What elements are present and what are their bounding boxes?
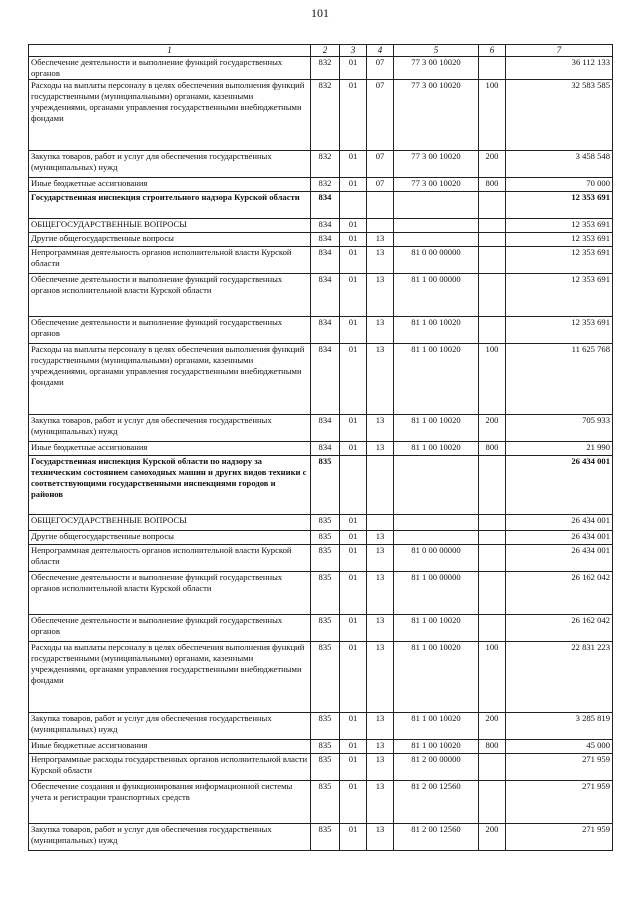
ministry-code-cell: 832 [311,80,340,151]
target-article-cell: 81 1 00 10020 [394,317,479,344]
amount-cell: 271 959 [506,824,613,851]
section-code-cell [340,456,367,515]
target-article-cell: 81 1 00 10020 [394,615,479,642]
section-code-cell: 01 [340,57,367,80]
subsection-code-cell: 07 [367,151,394,178]
section-code-cell: 01 [340,151,367,178]
ministry-code-cell: 834 [311,442,340,456]
section-code-cell: 01 [340,713,367,740]
expense-type-cell: 100 [479,80,506,151]
expense-name-cell: Обеспечение деятельности и выполнение функций государственных органов [29,317,311,344]
expense-type-cell [479,274,506,317]
table-row [29,192,613,219]
amount-cell: 3 285 819 [506,713,613,740]
ministry-code-cell: 832 [311,57,340,80]
target-article-cell [394,192,479,219]
target-article-cell: 81 2 00 00000 [394,754,479,781]
section-code-cell: 01 [340,178,367,192]
ministry-code-cell: 835 [311,545,340,572]
ministry-code-cell: 832 [311,151,340,178]
table-row [29,233,613,247]
ministry-code-cell: 834 [311,233,340,247]
subsection-code-cell: 13 [367,274,394,317]
expense-name-cell: Расходы на выплаты персоналу в целях обеспечения выполнения функций государственными (муниципальными) органами, казенными учреждениями, органами управления государственными внебюджетными фондами [29,344,311,415]
amount-cell: 271 959 [506,754,613,781]
section-code-cell: 01 [340,233,367,247]
amount-cell: 26 162 042 [506,615,613,642]
column-number: 3 [340,45,367,57]
subsection-code-cell: 13 [367,642,394,713]
amount-cell: 271 959 [506,781,613,824]
target-article-cell: 81 2 00 12560 [394,781,479,824]
column-number: 6 [479,45,506,57]
table-row [29,515,613,531]
section-code-cell: 01 [340,642,367,713]
target-article-cell [394,219,479,233]
amount-cell: 26 434 001 [506,545,613,572]
subsection-code-cell: 07 [367,57,394,80]
section-code-cell: 01 [340,80,367,151]
target-article-cell: 81 1 00 10020 [394,642,479,713]
amount-cell: 11 625 768 [506,344,613,415]
target-article-cell: 81 1 00 00000 [394,274,479,317]
table-row [29,572,613,615]
expense-name-cell: Другие общегосударственные вопросы [29,233,311,247]
expense-name-cell: Непрограммная деятельность органов исполнительной власти Курской области [29,545,311,572]
expense-type-cell [479,615,506,642]
expense-name-cell: Расходы на выплаты персоналу в целях обеспечения выполнения функций государственными (муниципальными) органами, казенными учреждениями, органами управления государственными внебюджетными фондами [29,642,311,713]
target-article-cell: 81 0 00 00000 [394,545,479,572]
expense-type-cell [479,545,506,572]
expense-name-cell: Иные бюджетные ассигнования [29,740,311,754]
section-code-cell: 01 [340,824,367,851]
expense-name-cell: Обеспечение деятельности и выполнение функций государственных органов исполнительной власти Курской области [29,274,311,317]
ministry-code-cell: 835 [311,572,340,615]
table-row [29,754,613,781]
expense-name-cell: Закупка товаров, работ и услуг для обеспечения государственных (муниципальных) нужд [29,824,311,851]
amount-cell: 22 831 223 [506,642,613,713]
subsection-code-cell [367,192,394,219]
amount-cell: 12 353 691 [506,247,613,274]
section-code-cell: 01 [340,247,367,274]
amount-cell: 3 458 548 [506,151,613,178]
target-article-cell: 77 3 00 10020 [394,178,479,192]
table-row [29,178,613,192]
section-code-cell: 01 [340,317,367,344]
subsection-code-cell: 13 [367,344,394,415]
expense-type-cell: 200 [479,713,506,740]
table-row [29,713,613,740]
ministry-code-cell: 834 [311,247,340,274]
ministry-code-cell: 834 [311,317,340,344]
expense-name-cell: Непрограммная деятельность органов исполнительной власти Курской области [29,247,311,274]
column-number: 4 [367,45,394,57]
section-code-cell: 01 [340,531,367,545]
subsection-code-cell: 07 [367,80,394,151]
subsection-code-cell: 13 [367,233,394,247]
expense-type-cell: 100 [479,642,506,713]
target-article-cell: 81 1 00 10020 [394,713,479,740]
expense-type-cell: 200 [479,151,506,178]
expense-type-cell [479,781,506,824]
amount-cell: 12 353 691 [506,192,613,219]
expense-name-cell: Государственная инспекция строительного надзора Курской области [29,192,311,219]
expense-name-cell: ОБЩЕГОСУДАРСТВЕННЫЕ ВОПРОСЫ [29,515,311,531]
amount-cell: 36 112 133 [506,57,613,80]
table-row [29,344,613,415]
expense-type-cell [479,317,506,344]
ministry-code-cell: 835 [311,456,340,515]
expense-type-cell [479,515,506,531]
column-number-row [29,45,613,57]
section-code-cell: 01 [340,442,367,456]
section-code-cell: 01 [340,754,367,781]
expense-type-cell: 800 [479,442,506,456]
target-article-cell: 81 1 00 10020 [394,344,479,415]
target-article-cell: 81 1 00 10020 [394,442,479,456]
expense-name-cell: Обеспечение деятельности и выполнение функций государственных органов [29,615,311,642]
subsection-code-cell: 13 [367,713,394,740]
expense-type-cell [479,531,506,545]
table-row [29,531,613,545]
amount-cell: 32 583 585 [506,80,613,151]
table-row [29,317,613,344]
section-code-cell: 01 [340,274,367,317]
ministry-code-cell: 835 [311,754,340,781]
section-code-cell: 01 [340,344,367,415]
ministry-code-cell: 834 [311,415,340,442]
expense-name-cell: Государственная инспекция Курской области по надзору за техническим состоянием самоходных машин и других видов техники с соответствующими государственными инспекциями городов и районов [29,456,311,515]
subsection-code-cell: 13 [367,572,394,615]
table-row [29,545,613,572]
amount-cell: 12 353 691 [506,317,613,344]
budget-table [28,44,613,851]
ministry-code-cell: 835 [311,515,340,531]
target-article-cell: 77 3 00 10020 [394,80,479,151]
subsection-code-cell: 07 [367,178,394,192]
table-row [29,151,613,178]
table-row [29,642,613,713]
expense-type-cell [479,456,506,515]
target-article-cell: 77 3 00 10020 [394,57,479,80]
expense-type-cell [479,572,506,615]
expense-type-cell [479,247,506,274]
ministry-code-cell: 835 [311,824,340,851]
section-code-cell: 01 [340,740,367,754]
section-code-cell [340,192,367,219]
amount-cell: 45 000 [506,740,613,754]
expense-name-cell: Закупка товаров, работ и услуг для обеспечения государственных (муниципальных) нужд [29,415,311,442]
subsection-code-cell: 13 [367,317,394,344]
table-row [29,274,613,317]
table-row [29,781,613,824]
subsection-code-cell: 13 [367,824,394,851]
table-row [29,615,613,642]
table-row [29,442,613,456]
target-article-cell [394,233,479,247]
ministry-code-cell: 832 [311,178,340,192]
amount-cell: 70 000 [506,178,613,192]
ministry-code-cell: 835 [311,781,340,824]
section-code-cell: 01 [340,545,367,572]
subsection-code-cell: 13 [367,754,394,781]
expense-type-cell [479,219,506,233]
expense-type-cell [479,754,506,781]
target-article-cell [394,531,479,545]
subsection-code-cell [367,456,394,515]
expense-name-cell: Непрограммные расходы государственных органов исполнительной власти Курской области [29,754,311,781]
column-number: 7 [506,45,613,57]
subsection-code-cell [367,219,394,233]
expense-name-cell: ОБЩЕГОСУДАРСТВЕННЫЕ ВОПРОСЫ [29,219,311,233]
subsection-code-cell: 13 [367,247,394,274]
target-article-cell: 77 3 00 10020 [394,151,479,178]
target-article-cell: 81 0 00 00000 [394,247,479,274]
ministry-code-cell: 834 [311,192,340,219]
ministry-code-cell: 834 [311,344,340,415]
expense-name-cell: Иные бюджетные ассигнования [29,178,311,192]
ministry-code-cell: 834 [311,219,340,233]
section-code-cell: 01 [340,781,367,824]
expense-name-cell: Другие общегосударственные вопросы [29,531,311,545]
subsection-code-cell [367,515,394,531]
ministry-code-cell: 835 [311,642,340,713]
page-number: 101 [311,6,329,20]
section-code-cell: 01 [340,615,367,642]
table-row [29,80,613,151]
target-article-cell [394,515,479,531]
section-code-cell: 01 [340,572,367,615]
ministry-code-cell: 835 [311,615,340,642]
expense-type-cell: 100 [479,344,506,415]
subsection-code-cell: 13 [367,740,394,754]
ministry-code-cell: 835 [311,740,340,754]
amount-cell: 21 990 [506,442,613,456]
table-row [29,740,613,754]
column-number: 2 [311,45,340,57]
expense-type-cell: 200 [479,415,506,442]
table-row [29,57,613,80]
subsection-code-cell: 13 [367,531,394,545]
section-code-cell: 01 [340,515,367,531]
subsection-code-cell: 13 [367,781,394,824]
amount-cell: 26 434 001 [506,515,613,531]
expense-type-cell: 200 [479,824,506,851]
table-body [29,57,613,851]
amount-cell: 705 933 [506,415,613,442]
amount-cell: 12 353 691 [506,274,613,317]
table-row [29,219,613,233]
ministry-code-cell: 834 [311,274,340,317]
subsection-code-cell: 13 [367,442,394,456]
ministry-code-cell: 835 [311,713,340,740]
expense-type-cell [479,57,506,80]
table-row [29,456,613,515]
expense-name-cell: Обеспечение деятельности и выполнение функций государственных органов [29,57,311,80]
subsection-code-cell: 13 [367,545,394,572]
expense-type-cell [479,233,506,247]
expense-type-cell [479,192,506,219]
amount-cell: 26 434 001 [506,531,613,545]
expense-name-cell: Закупка товаров, работ и услуг для обеспечения государственных (муниципальных) нужд [29,713,311,740]
expense-name-cell: Закупка товаров, работ и услуг для обеспечения государственных (муниципальных) нужд [29,151,311,178]
amount-cell: 12 353 691 [506,219,613,233]
target-article-cell: 81 1 00 00000 [394,572,479,615]
target-article-cell [394,456,479,515]
target-article-cell: 81 2 00 12560 [394,824,479,851]
amount-cell: 26 162 042 [506,572,613,615]
amount-cell: 12 353 691 [506,233,613,247]
table-row [29,824,613,851]
ministry-code-cell: 835 [311,531,340,545]
amount-cell: 26 434 001 [506,456,613,515]
expense-name-cell: Обеспечение создания и функционирования информационной системы учета и регистрации транспортных средств [29,781,311,824]
expense-name-cell: Расходы на выплаты персоналу в целях обеспечения выполнения функций государственными (муниципальными) органами, казенными учреждениями, органами управления государственными внебюджетными фондами [29,80,311,151]
expense-name-cell: Иные бюджетные ассигнования [29,442,311,456]
section-code-cell: 01 [340,219,367,233]
target-article-cell: 81 1 00 10020 [394,415,479,442]
target-article-cell: 81 1 00 10020 [394,740,479,754]
expense-type-cell: 800 [479,740,506,754]
expense-type-cell: 800 [479,178,506,192]
column-number: 1 [29,45,311,57]
section-code-cell: 01 [340,415,367,442]
column-number: 5 [394,45,479,57]
table-row [29,415,613,442]
expense-name-cell: Обеспечение деятельности и выполнение функций государственных органов исполнительной власти Курской области [29,572,311,615]
table-row [29,247,613,274]
subsection-code-cell: 13 [367,615,394,642]
subsection-code-cell: 13 [367,415,394,442]
